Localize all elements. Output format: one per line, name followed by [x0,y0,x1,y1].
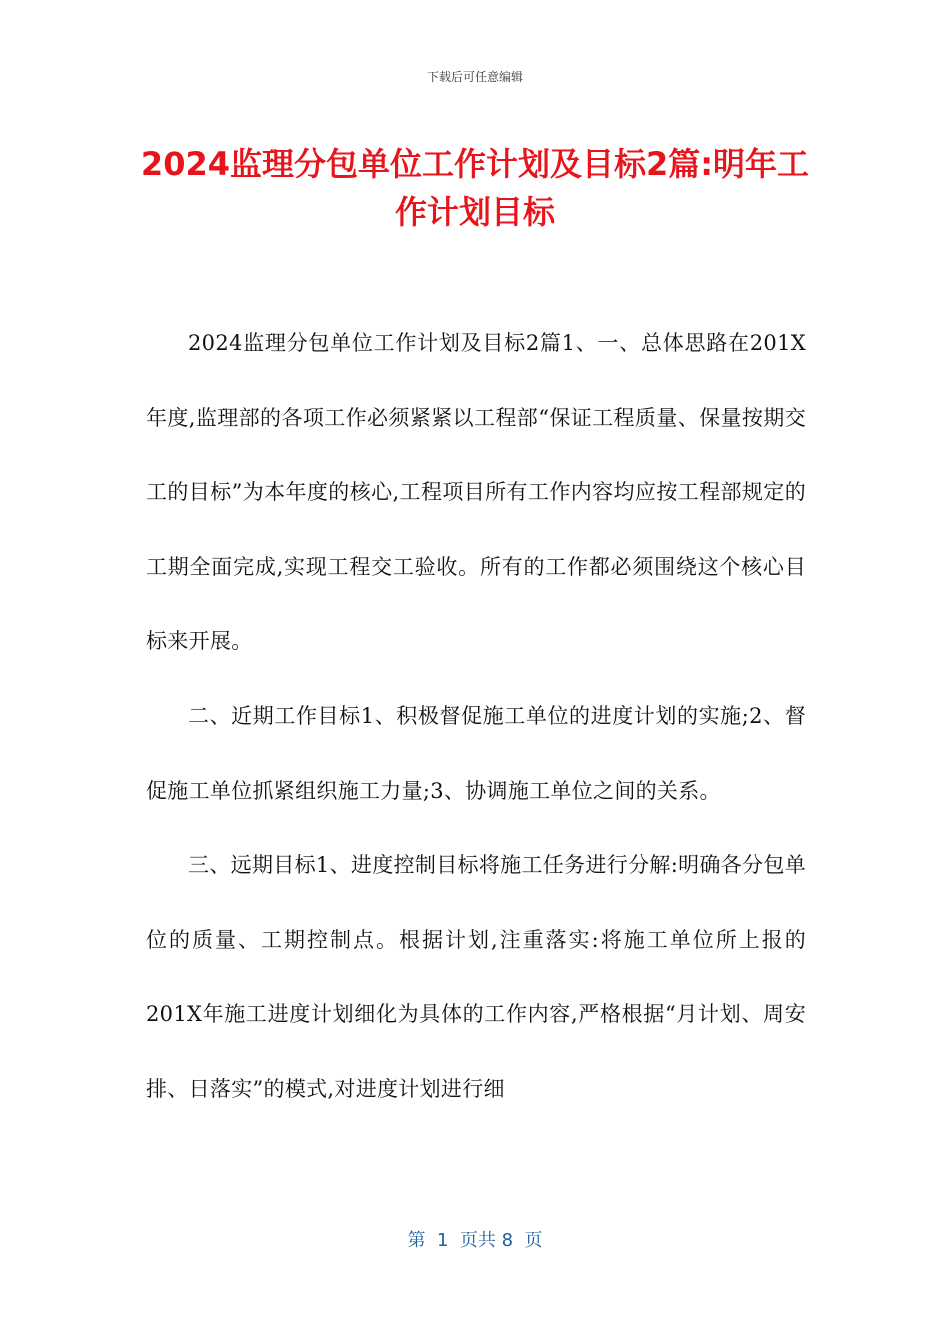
page-number-footer: 第 1 页共 8 页 [407,1230,543,1251]
header-note: 下载后可任意编辑 [426,70,523,84]
document-body [146,306,806,1127]
document-title: 2024监理分包单位工作计划及目标2篇:明年工作计划目标 [140,145,810,231]
paragraph-long-term-goals: 三、远期目标1、进度控制目标将施工任务进行分解:明确各分包单位的质量、工期控制点。根据计划,注重落实:将施工单位所上报的201X年施工进度计划细化为具体的工作内容,严格根据“月计划、周安排、日落实”的模式,对进度计划进行细 [146,853,806,1101]
paragraph-overall-approach: 2024监理分包单位工作计划及目标2篇1、一、总体思路在201X年度,监理部的各项工作必须紧紧以工程部“保证工程质量、保量按期交工的目标”为本年度的核心,工程项目所有工作内容均应按工程部规定的工期全面完成,实现工程交工验收。所有的工作都必须围绕这个核心目标来开展。 [146,331,806,654]
paragraph-near-term-goals: 二、近期工作目标1、积极督促施工单位的进度计划的实施;2、督促施工单位抓紧组织施工力量;3、协调施工单位之间的关系。 [146,703,806,803]
